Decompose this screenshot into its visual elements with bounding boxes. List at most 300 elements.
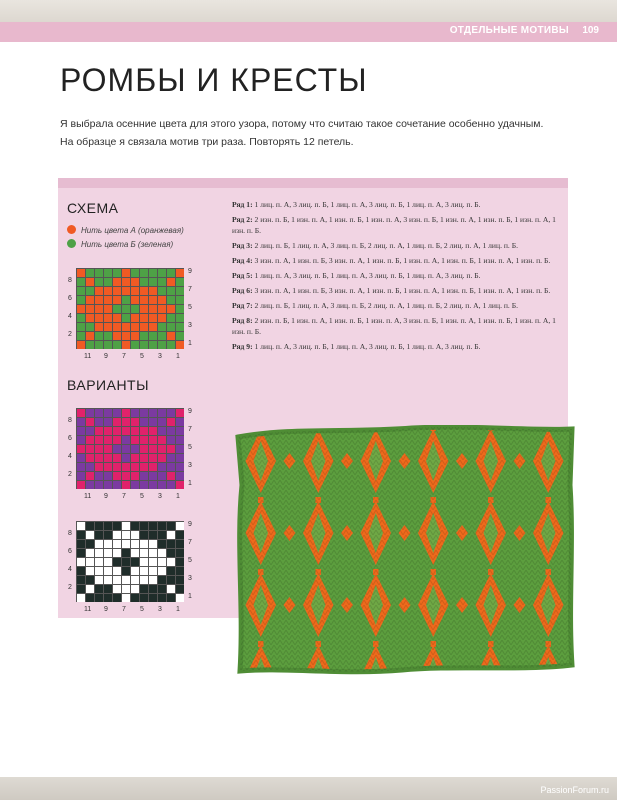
chart-cell <box>95 463 103 471</box>
chart-cell <box>131 558 139 566</box>
legend-item-color-b <box>67 239 173 249</box>
chart-axis-right-label: 9 <box>188 521 192 528</box>
chart-axis-bottom-label: 1 <box>176 606 180 613</box>
chart-cell <box>122 481 130 489</box>
chart-cell <box>149 314 157 322</box>
chart-cell <box>149 540 157 548</box>
chart-cell <box>122 296 130 304</box>
chart-cell <box>86 540 94 548</box>
chart-cell <box>86 585 94 593</box>
chart-cell <box>95 332 103 340</box>
chart-cell <box>140 445 148 453</box>
chart-cell <box>104 594 112 602</box>
chart-cell <box>176 567 184 575</box>
chart-cell <box>131 305 139 313</box>
chart-cell <box>167 445 175 453</box>
chart-cell <box>158 567 166 575</box>
chart-cell <box>113 549 121 557</box>
chart-cell <box>113 463 121 471</box>
chart-cell <box>122 323 130 331</box>
chart-cell <box>131 341 139 349</box>
chart-cell <box>77 409 85 417</box>
chart-cell <box>86 445 94 453</box>
chart-axis-left-label: 4 <box>68 453 72 460</box>
chart-cell <box>86 269 94 277</box>
instruction-row-label: Ряд 9: <box>232 342 255 351</box>
chart-cell <box>167 567 175 575</box>
chart-cell <box>77 323 85 331</box>
chart-cell <box>95 341 103 349</box>
chart-cell <box>104 463 112 471</box>
chart-axis-bottom-label: 3 <box>158 353 162 360</box>
pattern-panel-top-strip <box>58 178 568 188</box>
chart-cell <box>77 305 85 313</box>
watermark: PassionForum.ru <box>540 785 609 795</box>
instruction-row-label: Ряд 3: <box>232 241 255 250</box>
chart-cell <box>95 454 103 462</box>
chart-cell <box>77 472 85 480</box>
chart-cell <box>167 436 175 444</box>
chart-cell <box>95 287 103 295</box>
chart-cell <box>140 427 148 435</box>
chart-cell <box>158 454 166 462</box>
chart-cell <box>104 269 112 277</box>
chart-cell <box>176 296 184 304</box>
chart-axis-bottom-label: 11 <box>84 353 92 360</box>
chart-cell <box>131 576 139 584</box>
chart-cell <box>158 576 166 584</box>
chart-axis-left-label: 8 <box>68 277 72 284</box>
chart-cell <box>113 540 121 548</box>
chart-axis-right-label: 7 <box>188 286 192 293</box>
chart-cell <box>95 278 103 286</box>
instruction-row-label: Ряд 2: <box>232 215 255 224</box>
chart-cell <box>149 332 157 340</box>
chart-cell <box>77 332 85 340</box>
chart-cell <box>77 585 85 593</box>
instruction-row-7 <box>232 300 562 311</box>
chart-cell <box>167 332 175 340</box>
chart-cell <box>131 445 139 453</box>
scheme-chart <box>76 268 184 349</box>
chart-cell <box>122 278 130 286</box>
chart-cell <box>149 522 157 530</box>
chart-cell <box>131 567 139 575</box>
chart-cell <box>77 531 85 539</box>
chart-cell <box>131 278 139 286</box>
chart-cell <box>149 567 157 575</box>
instruction-row-6 <box>232 285 562 296</box>
chart-cell <box>149 463 157 471</box>
chart-cell <box>95 418 103 426</box>
chart-cell <box>95 531 103 539</box>
chart-cell <box>95 269 103 277</box>
chart-cell <box>77 463 85 471</box>
chart-cell <box>140 558 148 566</box>
chart-axis-right-label: 1 <box>188 480 192 487</box>
chart-cell <box>104 341 112 349</box>
chart-cell <box>149 454 157 462</box>
chart-cell <box>131 409 139 417</box>
chart-cell <box>167 418 175 426</box>
chart-cell <box>149 549 157 557</box>
chart-cell <box>104 531 112 539</box>
chart-cell <box>140 436 148 444</box>
chart-cell <box>167 522 175 530</box>
chart-cell <box>113 585 121 593</box>
chart-cell <box>86 341 94 349</box>
chart-cell <box>176 341 184 349</box>
variant-chart-black <box>76 521 184 602</box>
chart-axis-bottom-label: 3 <box>158 493 162 500</box>
chart-cell <box>86 472 94 480</box>
chart-cell <box>149 278 157 286</box>
chart-cell <box>104 409 112 417</box>
chart-cell <box>104 436 112 444</box>
instruction-row-label: Ряд 6: <box>232 286 255 295</box>
chart-axis-bottom-label: 11 <box>84 606 92 613</box>
chart-cell <box>77 314 85 322</box>
chart-cell <box>140 549 148 557</box>
chart-cell <box>158 540 166 548</box>
chart-cell <box>167 409 175 417</box>
chart-cell <box>95 594 103 602</box>
chart-cell <box>86 558 94 566</box>
chart-cell <box>131 472 139 480</box>
chart-axis-right-label: 5 <box>188 444 192 451</box>
chart-axis-right-label: 9 <box>188 408 192 415</box>
chart-cell <box>77 269 85 277</box>
chart-axis-bottom-label: 11 <box>84 493 92 500</box>
chart-cell <box>113 296 121 304</box>
chart-cell <box>122 594 130 602</box>
chart-cell <box>86 305 94 313</box>
chart-cell <box>77 549 85 557</box>
chart-cell <box>149 305 157 313</box>
chart-cell <box>131 332 139 340</box>
wood-background-bottom <box>0 777 617 800</box>
chart-cell <box>158 531 166 539</box>
chart-cell <box>176 445 184 453</box>
chart-cell <box>113 323 121 331</box>
chart-cell <box>176 287 184 295</box>
chart-cell <box>167 296 175 304</box>
instruction-row-label: Ряд 4: <box>232 256 255 265</box>
chart-cell <box>113 594 121 602</box>
chart-cell <box>77 567 85 575</box>
chart-axis-left-label: 2 <box>68 584 72 591</box>
chart-cell <box>176 332 184 340</box>
chart-cell <box>122 540 130 548</box>
chart-cell <box>158 418 166 426</box>
page-number: 109 <box>582 25 599 36</box>
chart-cell <box>140 472 148 480</box>
chart-cell <box>113 558 121 566</box>
chart-cell <box>140 269 148 277</box>
chart-cell <box>113 567 121 575</box>
chart-cell <box>158 558 166 566</box>
chart-axis-right-label: 3 <box>188 462 192 469</box>
chart-cell <box>77 436 85 444</box>
wood-background-top <box>0 0 617 22</box>
variant-chart-purple <box>76 408 184 489</box>
intro-text <box>60 115 580 151</box>
chart-cell <box>86 454 94 462</box>
chart-cell <box>167 454 175 462</box>
chart-cell <box>158 522 166 530</box>
chart-axis-left-label: 2 <box>68 331 72 338</box>
chart-cell <box>113 427 121 435</box>
scheme-heading: СХЕМА <box>67 200 119 216</box>
instruction-row-4 <box>232 255 562 266</box>
chart-cell <box>122 332 130 340</box>
chart-axis-bottom-label: 3 <box>158 606 162 613</box>
chart-cell <box>104 522 112 530</box>
chart-axis-right-label: 5 <box>188 557 192 564</box>
chart-cell <box>104 445 112 453</box>
chart-cell <box>122 305 130 313</box>
chart-cell <box>86 287 94 295</box>
chart-cell <box>176 323 184 331</box>
chart-axis-bottom-label: 1 <box>176 353 180 360</box>
chart-cell <box>122 341 130 349</box>
legend-label-a: Нить цвета А (оранжевая) <box>81 226 184 235</box>
chart-cell <box>158 269 166 277</box>
chart-cell <box>140 531 148 539</box>
chart-axis-right-label: 7 <box>188 539 192 546</box>
chart-cell <box>122 454 130 462</box>
chart-axis-bottom-label: 7 <box>122 493 126 500</box>
chart-cell <box>77 445 85 453</box>
chart-cell <box>104 278 112 286</box>
chart-cell <box>140 314 148 322</box>
chart-cell <box>95 409 103 417</box>
chart-cell <box>95 472 103 480</box>
chart-cell <box>122 418 130 426</box>
chart-cell <box>131 540 139 548</box>
chart-axis-left-label: 8 <box>68 530 72 537</box>
chart-cell <box>122 427 130 435</box>
chart-cell <box>149 427 157 435</box>
chart-cell <box>95 576 103 584</box>
chart-cell <box>176 481 184 489</box>
chart-cell <box>95 323 103 331</box>
chart-cell <box>122 531 130 539</box>
chart-cell <box>176 472 184 480</box>
chart-cell <box>167 531 175 539</box>
chart-cell <box>176 585 184 593</box>
chart-cell <box>176 558 184 566</box>
chart-cell <box>77 296 85 304</box>
chart-cell <box>113 481 121 489</box>
chart-cell <box>95 567 103 575</box>
chart-cell <box>113 341 121 349</box>
chart-cell <box>131 531 139 539</box>
chart-cell <box>131 522 139 530</box>
chart-cell <box>131 463 139 471</box>
chart-cell <box>104 567 112 575</box>
chart-cell <box>95 427 103 435</box>
chart-cell <box>77 540 85 548</box>
chart-cell <box>131 269 139 277</box>
orange-dot-icon <box>67 225 76 234</box>
instruction-row-text: 1 лиц. п. А, 3 лиц. п. Б, 1 лиц. п. А, 3 лиц. п. Б, 1 лиц. п. А, 3 лиц. п. Б. <box>254 200 481 209</box>
chart-cell <box>149 409 157 417</box>
chart-cell <box>149 481 157 489</box>
chart-cell <box>176 305 184 313</box>
chart-cell <box>113 522 121 530</box>
knitted-swatch-photo <box>232 425 577 677</box>
chart-cell <box>77 418 85 426</box>
chart-cell <box>113 576 121 584</box>
chart-cell <box>167 558 175 566</box>
chart-cell <box>158 436 166 444</box>
chart-cell <box>113 472 121 480</box>
chart-cell <box>140 287 148 295</box>
chart-cell <box>158 472 166 480</box>
chart-cell <box>113 305 121 313</box>
chart-cell <box>176 314 184 322</box>
chart-cell <box>113 531 121 539</box>
chart-cell <box>95 481 103 489</box>
chart-axis-bottom-label: 5 <box>140 353 144 360</box>
chart-cell <box>176 278 184 286</box>
chart-cell <box>167 463 175 471</box>
chart-cell <box>113 418 121 426</box>
chart-cell <box>104 558 112 566</box>
chart-cell <box>86 278 94 286</box>
chart-axis-right-label: 1 <box>188 340 192 347</box>
chart-cell <box>131 436 139 444</box>
chart-cell <box>95 585 103 593</box>
intro-line-1: Я выбрала осенние цвета для этого узора, потому что считаю такое сочетание особенно удачным. <box>60 118 544 130</box>
instruction-row-text: 2 изн. п. Б, 1 изн. п. А, 1 изн. п. Б, 1 изн. п. А, 3 изн. п. Б, 1 изн. п. А, 1 изн. п. Б, 1 изн. п. А, 1 изн. п. Б. <box>232 316 556 336</box>
chart-cell <box>167 314 175 322</box>
chart-cell <box>104 576 112 584</box>
chart-cell <box>158 305 166 313</box>
instruction-row-3 <box>232 240 562 251</box>
chart-cell <box>113 278 121 286</box>
instruction-row-label: Ряд 1: <box>232 200 255 209</box>
chart-cell <box>149 341 157 349</box>
instructions-list <box>232 199 562 356</box>
chart-cell <box>176 522 184 530</box>
chart-cell <box>140 409 148 417</box>
instruction-row-label: Ряд 8: <box>232 316 255 325</box>
chart-axis-bottom-label: 9 <box>104 353 108 360</box>
chart-cell <box>140 576 148 584</box>
chart-cell <box>149 472 157 480</box>
chart-axis-bottom-label: 7 <box>122 353 126 360</box>
chart-cell <box>86 323 94 331</box>
chart-cell <box>167 472 175 480</box>
chart-axis-right-label: 7 <box>188 426 192 433</box>
chart-cell <box>95 549 103 557</box>
chart-axis-left-label: 8 <box>68 417 72 424</box>
chart-cell <box>149 585 157 593</box>
chart-axis-bottom-label: 9 <box>104 493 108 500</box>
chart-cell <box>104 296 112 304</box>
chart-cell <box>140 594 148 602</box>
chart-cell <box>122 287 130 295</box>
chart-axis-bottom-label: 5 <box>140 493 144 500</box>
instruction-row-text: 2 лиц. п. Б, 1 лиц. п. А, 3 лиц. п. Б, 2 лиц. п. А, 1 лиц. п. Б, 2 лиц. п. А, 1 лиц. п. Б. <box>254 241 518 250</box>
chart-cell <box>86 594 94 602</box>
chart-cell <box>122 522 130 530</box>
chart-cell <box>158 332 166 340</box>
chart-cell <box>95 436 103 444</box>
chart-cell <box>158 594 166 602</box>
chart-cell <box>131 481 139 489</box>
chart-cell <box>149 531 157 539</box>
chart-axis-left-label: 2 <box>68 471 72 478</box>
chart-cell <box>86 522 94 530</box>
legend-label-b: Нить цвета Б (зеленая) <box>81 240 174 249</box>
chart-cell <box>167 481 175 489</box>
chart-cell <box>149 269 157 277</box>
chart-cell <box>140 341 148 349</box>
chart-axis-left-label: 4 <box>68 313 72 320</box>
chart-cell <box>149 323 157 331</box>
chart-cell <box>158 427 166 435</box>
chart-cell <box>122 269 130 277</box>
chart-cell <box>176 418 184 426</box>
chart-cell <box>86 436 94 444</box>
chart-cell <box>149 418 157 426</box>
green-dot-icon <box>67 239 76 248</box>
chart-cell <box>158 314 166 322</box>
chart-cell <box>158 287 166 295</box>
chart-cell <box>131 314 139 322</box>
chart-cell <box>86 296 94 304</box>
chart-cell <box>86 463 94 471</box>
instruction-row-text: 2 лиц. п. Б, 1 лиц. п. А, 3 лиц. п. Б, 2 лиц. п. А, 1 лиц. п. Б, 2 лиц. п. А, 1 лиц. п. Б. <box>254 301 518 310</box>
chart-cell <box>104 332 112 340</box>
chart-cell <box>77 427 85 435</box>
chart-axis-right-label: 9 <box>188 268 192 275</box>
chart-cell <box>149 445 157 453</box>
chart-cell <box>77 278 85 286</box>
chart-cell <box>176 409 184 417</box>
chart-cell <box>149 436 157 444</box>
chart-cell <box>158 463 166 471</box>
chart-cell <box>140 278 148 286</box>
chart-cell <box>167 549 175 557</box>
chart-cell <box>176 427 184 435</box>
chart-axis-right-label: 3 <box>188 322 192 329</box>
chart-cell <box>104 418 112 426</box>
chart-cell <box>167 427 175 435</box>
chart-cell <box>122 576 130 584</box>
chart-cell <box>86 549 94 557</box>
intro-line-2: На образце я связала мотив три раза. Повторять 12 петель. <box>60 136 354 148</box>
chart-cell <box>104 427 112 435</box>
chart-cell <box>86 427 94 435</box>
chart-cell <box>131 287 139 295</box>
instruction-row-1 <box>232 199 562 210</box>
chart-cell <box>167 341 175 349</box>
chart-cell <box>140 540 148 548</box>
chart-cell <box>176 549 184 557</box>
chart-cell <box>95 540 103 548</box>
chart-cell <box>122 314 130 322</box>
chart-cell <box>104 454 112 462</box>
chart-cell <box>113 445 121 453</box>
chart-cell <box>158 445 166 453</box>
chart-cell <box>122 558 130 566</box>
chart-cell <box>86 332 94 340</box>
chart-cell <box>77 341 85 349</box>
